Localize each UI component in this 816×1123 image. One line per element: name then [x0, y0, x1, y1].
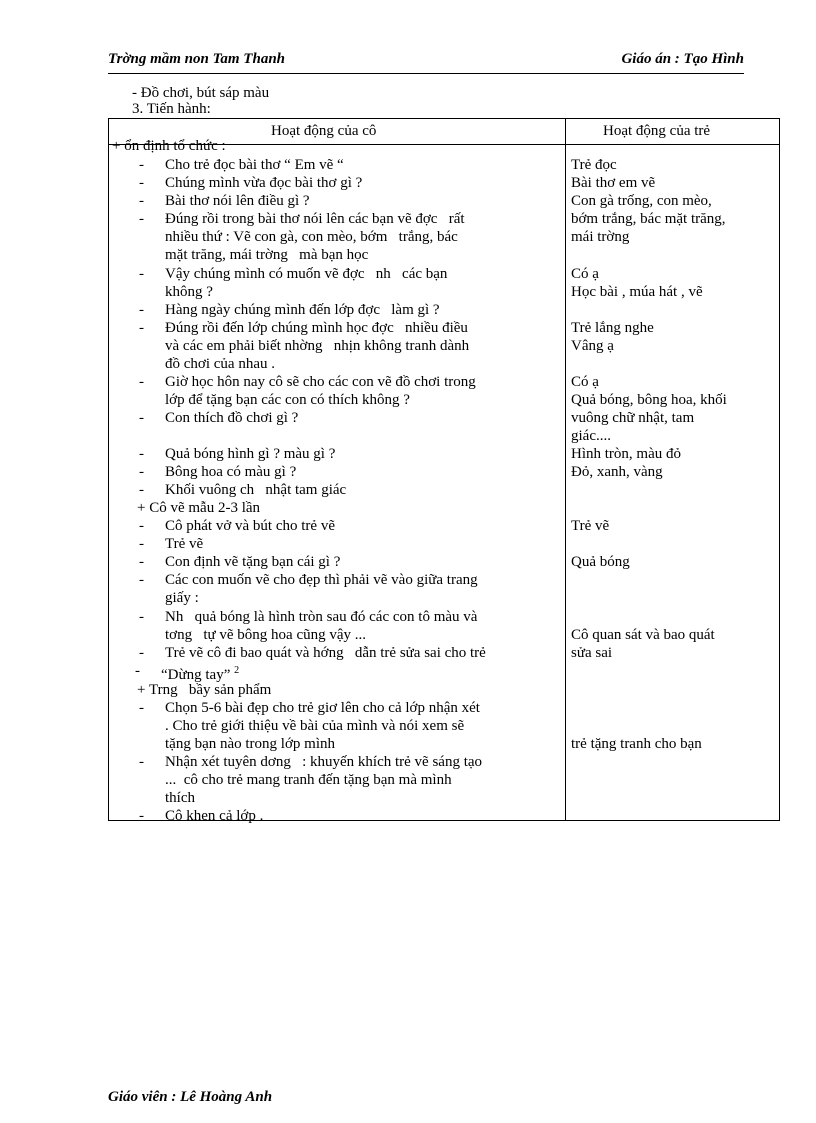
teacher-line	[139, 807, 264, 825]
teacher-line-text: + Cô vẽ mẫu 2-3 lần	[137, 500, 261, 516]
teacher-line-text: Trẻ vẽ cô đi bao quát và hớng dẫn trẻ sửa sai cho trẻ	[165, 645, 486, 661]
teacher-line-text: Quả bóng hình gì ? màu gì ?	[165, 446, 336, 462]
child-line: trẻ tặng tranh cho bạn	[571, 736, 702, 752]
teacher-line-text: Các con muốn vẽ cho đẹp thì phải vẽ vào giữa trang	[165, 572, 478, 588]
school-name: Trờng mầm non Tam Thanh	[108, 51, 285, 67]
teacher-line	[165, 355, 275, 373]
teacher-line	[139, 644, 486, 662]
teacher-line	[137, 499, 260, 517]
bullet-dash: -	[139, 446, 144, 462]
child-line: Cô quan sát và bao quát	[571, 627, 715, 643]
child-line: Con gà trống, con mèo,	[571, 193, 712, 209]
teacher-line	[139, 373, 476, 391]
bullet-dash: -	[139, 645, 144, 661]
teacher-line	[165, 717, 464, 735]
bullet-dash: -	[139, 700, 144, 716]
child-line: Đỏ, xanh, vàng	[571, 464, 663, 480]
teacher-line-text: Đúng rồi đến lớp chúng mình học đợc nhiều điều	[165, 320, 468, 336]
bullet-dash: -	[139, 410, 144, 426]
teacher-line-text: Khối vuông ch nhật tam giác	[165, 482, 347, 498]
bullet-dash: -	[139, 464, 144, 480]
teacher-line-text: lớp để tặng bạn các con có thích không ?	[165, 392, 410, 408]
bullet-dash: -	[139, 374, 144, 390]
teacher-line-text: Trẻ vẽ	[165, 536, 204, 552]
bullet-dash: -	[139, 211, 144, 227]
materials-item: - Đồ chơi, bút sáp màu	[132, 85, 270, 101]
teacher-line-text: + ổn định tổ chức :	[112, 138, 226, 154]
teacher-line-text: không ?	[165, 284, 213, 300]
child-line: bớm trắng, bác mặt trăng,	[571, 211, 726, 227]
bullet-dash: -	[139, 266, 144, 282]
teacher-line	[139, 481, 347, 499]
teacher-line	[165, 337, 469, 355]
bullet-dash: -	[139, 193, 144, 209]
teacher-line	[139, 553, 341, 571]
teacher-line-text: tặng bạn nào trong lớp mình	[165, 736, 335, 752]
teacher-line-text: giấy :	[165, 590, 199, 606]
teacher-line-text: ... cô cho trẻ mang tranh đến tặng bạn mà mình	[165, 772, 452, 788]
child-line: sửa sai	[571, 645, 613, 661]
bullet-dash: -	[139, 808, 144, 824]
teacher-line-text: “Dừng tay”	[161, 667, 235, 683]
teacher-line-text: thích	[165, 790, 195, 806]
teacher-line-text: Con định vẽ tặng bạn cái gì ?	[165, 554, 341, 570]
bullet-dash: -	[139, 482, 144, 498]
teacher-line	[139, 409, 299, 427]
teacher-line	[139, 699, 480, 717]
teacher-line	[165, 228, 458, 246]
bullet-dash: -	[139, 302, 144, 318]
teacher-signature: Giáo viên : Lê Hoàng Anh	[108, 1089, 273, 1105]
child-line: Có ạ	[571, 266, 599, 282]
teacher-line	[165, 789, 195, 807]
teacher-line	[139, 319, 468, 337]
child-line: Quả bóng, bông hoa, khối	[571, 392, 727, 408]
teacher-line	[139, 535, 204, 553]
child-line: Hình tròn, màu đỏ	[571, 446, 681, 462]
teacher-line-text: tơng tự vẽ bông hoa cũng vậy ...	[165, 627, 367, 643]
teacher-line	[139, 301, 440, 319]
child-line: Quả bóng	[571, 554, 630, 570]
teacher-line	[165, 626, 366, 644]
teacher-line-text: Nhận xét tuyên dơng : khuyến khích trẻ vẽ sáng tạo	[165, 754, 483, 770]
bullet-dash: -	[139, 175, 144, 191]
teacher-line	[139, 192, 310, 210]
bullet-dash: -	[139, 754, 144, 770]
teacher-line-text: . Cho trẻ giới thiệu về bài của mình và nói xem sẽ	[165, 718, 465, 734]
teacher-line-text: Con thích đồ chơi gì ?	[165, 410, 299, 426]
teacher-line	[139, 265, 448, 283]
teacher-line	[139, 445, 336, 463]
teacher-line	[139, 571, 478, 589]
teacher-line-text: Cho trẻ đọc bài thơ “ Em vẽ “	[165, 157, 344, 173]
teacher-line-text: nhiều thứ : Vẽ con gà, con mèo, bớm trắng, bác	[165, 229, 458, 245]
teacher-line	[139, 753, 483, 771]
teacher-line	[139, 210, 465, 228]
teacher-line	[165, 391, 410, 409]
teacher-line	[165, 589, 199, 607]
teacher-line-text: Bài thơ nói lên điều gì ?	[165, 193, 310, 209]
teacher-line-text: Chọn 5-6 bài đẹp cho trẻ giơ lên cho cả lớp nhận xét	[165, 700, 480, 716]
child-line: Trẻ vẽ	[571, 518, 610, 534]
teacher-line	[137, 681, 271, 699]
column-divider	[565, 119, 566, 820]
child-line: Vâng ạ	[571, 338, 614, 354]
teacher-line	[139, 608, 478, 626]
child-line: giác....	[571, 428, 611, 444]
teacher-line-text: Cô khen cả lớp .	[165, 808, 264, 824]
teacher-line-text: Bông hoa có màu gì ?	[165, 464, 297, 480]
teacher-line-text: Cô phát vở và bút cho trẻ vẽ	[165, 518, 335, 534]
teacher-line	[112, 137, 226, 155]
child-line: Trẻ đọc	[571, 157, 617, 173]
bullet-dash: -	[139, 536, 144, 552]
teacher-line-text: + Trng bầy sản phẩm	[137, 682, 272, 698]
teacher-line	[139, 517, 335, 535]
teacher-line	[165, 246, 368, 264]
child-line: vuông chữ nhật, tam	[571, 410, 695, 426]
teacher-line-text: Giờ học hôn nay cô sẽ cho các con vẽ đồ chơi trong	[165, 374, 476, 390]
child-line: Có ạ	[571, 374, 599, 390]
bullet-dash: -	[139, 572, 144, 588]
teacher-line	[165, 283, 213, 301]
child-line: Bài thơ em vẽ	[571, 175, 656, 191]
bullet-dash: -	[135, 663, 140, 679]
lesson-title: Giáo án : Tạo Hình	[621, 51, 744, 67]
teacher-line	[139, 156, 344, 174]
procedure-heading: 3. Tiến hành:	[132, 101, 211, 117]
teacher-line-text: Nh quả bóng là hình tròn sau đó các con tô màu và	[165, 609, 478, 625]
teacher-line-text: Hàng ngày chúng mình đến lớp đợc làm gì ?	[165, 302, 440, 318]
bullet-dash: -	[139, 157, 144, 173]
child-line: Trẻ lắng nghe	[571, 320, 654, 336]
page-header	[108, 51, 744, 74]
teacher-line	[139, 174, 363, 192]
child-line: Học bài , múa hát , vẽ	[571, 284, 703, 300]
teacher-line-text: Vậy chúng mình có muốn vẽ đợc nh các bạn	[165, 266, 448, 282]
teacher-line-text: mặt trăng, mái trờng mà bạn học	[165, 247, 369, 263]
bullet-dash: -	[139, 320, 144, 336]
teacher-line	[139, 463, 297, 481]
footnote-marker: 2	[234, 665, 240, 676]
teacher-line-text: Chúng mình vừa đọc bài thơ gì ?	[165, 175, 363, 191]
teacher-line	[165, 735, 335, 753]
teacher-line-text: đồ chơi của nhau .	[165, 356, 275, 372]
bullet-dash: -	[139, 609, 144, 625]
teacher-line	[165, 771, 452, 789]
bullet-dash: -	[139, 518, 144, 534]
teacher-column-header: Hoạt động của cô	[271, 123, 377, 139]
teacher-line-text: và các em phải biết nhờng nhịn không tranh dành	[165, 338, 470, 354]
bullet-dash: -	[139, 554, 144, 570]
teacher-line-text: Đúng rồi trong bài thơ nói lên các bạn vẽ đợc rất	[165, 211, 465, 227]
child-line: mái trờng	[571, 229, 630, 245]
activity-table	[108, 118, 780, 824]
children-column-header: Hoạt động của trẻ	[603, 123, 711, 139]
